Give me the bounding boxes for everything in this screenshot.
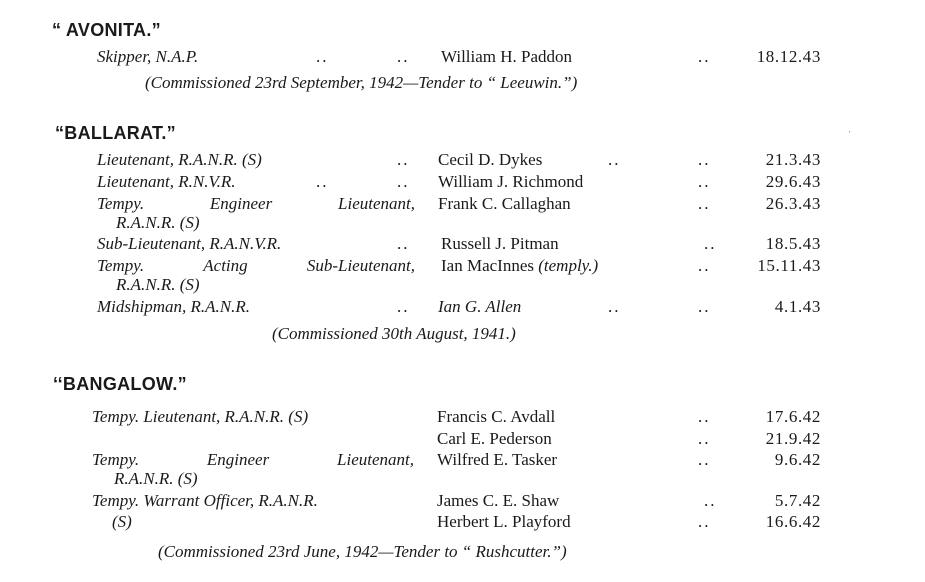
officer-row <box>0 296 925 318</box>
leader-dots: .. <box>698 150 711 169</box>
leader-dots: .. <box>698 194 711 213</box>
officer-name: Carl E. Pederson <box>437 429 552 448</box>
appointment-date: 21.3.43 <box>765 150 821 169</box>
leader-dots: .. <box>698 172 711 191</box>
officer-rank: Midshipman, R.A.N.R. <box>97 297 250 316</box>
leader-dots: .. <box>698 512 711 531</box>
officer-row <box>0 233 925 255</box>
officer-row <box>0 428 925 450</box>
commission-note: (Commissioned 23rd September, 1942—Tender to “ Leeuwin.”) <box>145 73 578 92</box>
officer-name: Wilfred E. Tasker <box>437 450 558 469</box>
officer-rank: Sub-Lieutenant, R.A.N.V.R. <box>97 234 282 253</box>
officer-name: Ian MacInnes (temply.) <box>441 256 599 275</box>
officer-row <box>0 46 925 68</box>
appointment-date: 16.6.42 <box>765 512 821 531</box>
commission-note: (Commissioned 23rd June, 1942—Tender to “ Rushcutter.”) <box>158 542 567 561</box>
officer-row-continued <box>0 468 925 490</box>
officer-rank-continued: R.A.N.R. (S) <box>114 469 198 488</box>
officer-row <box>0 406 925 428</box>
officer-name: Ian G. Allen <box>438 297 522 316</box>
appointment-date: 21.9.42 <box>765 429 821 448</box>
officer-row-continued <box>0 212 925 234</box>
leader-dots: .. <box>397 297 410 316</box>
appointment-date: 18.5.43 <box>765 234 821 253</box>
officer-name: William H. Paddon <box>441 47 573 66</box>
leader-dots: .. <box>704 234 717 253</box>
leader-dots: .. <box>698 429 711 448</box>
officer-rank-continued: R.A.N.R. (S) <box>116 275 200 294</box>
officer-rank: Tempy. Lieutenant, R.A.N.R. (S) <box>92 407 309 426</box>
leader-dots: .. <box>698 297 711 316</box>
officer-rank-continued: R.A.N.R. (S) <box>116 213 200 232</box>
officer-row <box>0 149 925 171</box>
officer-rank: Tempy. Warrant Officer, R.A.N.R. <box>92 491 318 510</box>
officer-rank: Skipper, N.A.P. <box>97 47 199 66</box>
officer-rank: Lieutenant, R.N.V.R. <box>97 172 236 191</box>
appointment-date: 18.12.43 <box>756 47 821 66</box>
officer-name: Russell J. Pitman <box>441 234 559 253</box>
leader-dots: .. <box>698 256 711 275</box>
ship-heading-bangalow: ‘‘BANGALOW.” <box>53 374 187 394</box>
officer-name: William J. Richmond <box>438 172 584 191</box>
officer-row <box>0 511 925 533</box>
officer-rank: Tempy. Acting Sub-Lieutenant, <box>97 256 415 275</box>
appointment-date: 26.3.43 <box>765 194 821 213</box>
leader-dots: .. <box>397 172 410 191</box>
officer-rank: Tempy. Engineer Lieutenant, <box>97 194 415 213</box>
leader-dots: .. <box>698 407 711 426</box>
appointment-date: 9.6.42 <box>774 450 821 469</box>
appointment-date: 29.6.43 <box>765 172 821 191</box>
officer-row <box>0 490 925 512</box>
officer-name: Francis C. Avdall <box>437 407 556 426</box>
officer-name: Frank C. Callaghan <box>438 194 571 213</box>
officer-row-continued <box>0 274 925 296</box>
appointment-date: 15.11.43 <box>757 256 821 275</box>
leader-dots: .. <box>397 47 410 66</box>
officer-row <box>0 171 925 193</box>
ship-heading-avonita: “ AVONITA.” <box>52 20 161 40</box>
officer-name: James C. E. Shaw <box>437 491 560 510</box>
leader-dots: .. <box>698 47 711 66</box>
officer-name: Herbert L. Playford <box>437 512 571 531</box>
commission-note: (Commissioned 30th August, 1941.) <box>272 324 516 343</box>
appointment-date: 5.7.42 <box>774 491 821 510</box>
leader-dots: .. <box>704 491 717 510</box>
officer-name: Cecil D. Dykes <box>438 150 543 169</box>
officer-rank: Tempy. Engineer Lieutenant, <box>92 450 414 469</box>
leader-dots: .. <box>608 297 621 316</box>
stray-mark: ˈ <box>848 130 852 141</box>
appointment-date: 17.6.42 <box>765 407 821 426</box>
officer-rank: Lieutenant, R.A.N.R. (S) <box>97 150 262 169</box>
leader-dots: .. <box>608 150 621 169</box>
leader-dots: .. <box>397 234 410 253</box>
leader-dots: .. <box>698 450 711 469</box>
leader-dots: .. <box>316 172 329 191</box>
appointment-date: 4.1.43 <box>774 297 821 316</box>
leader-dots: .. <box>316 47 329 66</box>
leader-dots: .. <box>397 150 410 169</box>
officer-rank-continued: (S) <box>112 512 132 531</box>
ship-heading-ballarat: “BALLARAT.” <box>55 123 176 143</box>
